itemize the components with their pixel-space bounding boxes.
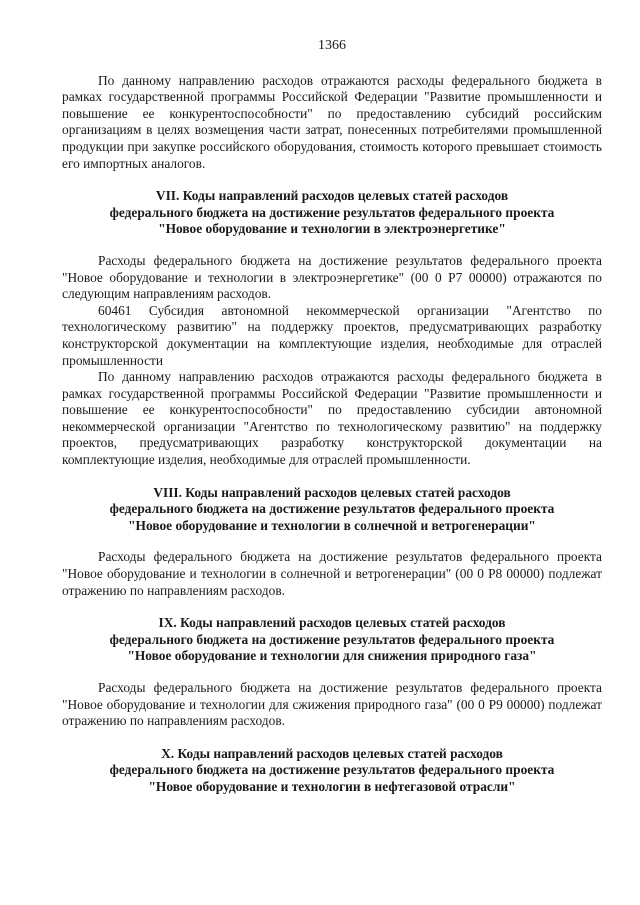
section-heading-line: VII. Коды направлений расходов целевых статей расходов	[155, 188, 509, 204]
section-heading-line: "Новое оборудование и технологии в электроэнергетике"	[158, 221, 506, 237]
section-vii-paragraph-2: По данному направлению расходов отражаются расходы федерального бюджета в рамках государственной программы Российской Федерации "Развитие промышленности и повышение ее конкурентоспособности" по предоставлению субсидии автономной некоммерческой организации "Агентство по технологическому развитию" на поддержку проектов, предусматривающих разработку конструкторской документации на комплектующие изделия, необходимые для отраслей промышленности.	[62, 369, 602, 468]
section-heading-line: федерального бюджета на достижение результатов федерального проекта	[109, 762, 555, 778]
section-heading-line: федерального бюджета на достижение результатов федерального проекта	[109, 204, 555, 220]
section-heading-line: "Новое оборудование и технологии в солнечной и ветрогенерации"	[128, 517, 536, 533]
section-heading-line: X. Коды направлений расходов целевых статей расходов	[161, 745, 503, 761]
section-heading-line: "Новое оборудование и технологии для снижения природного газа"	[127, 648, 537, 664]
section-heading-line: федерального бюджета на достижение результатов федерального проекта	[109, 501, 555, 517]
paragraph-intro: По данному направлению расходов отражаются расходы федерального бюджета в рамках государственной программы Российской Федерации "Развитие промышленности и повышение ее конкурентоспособности" по предоставлению субсидий российским организациям в целях возмещения части затрат, понесенных потребителями промышленной продукции при закупке российского оборудования, стоимость которого превышает стоимость его импортных аналогов.	[62, 72, 602, 171]
document-page	[62, 38, 602, 796]
section-ix-paragraph: Расходы федерального бюджета на достижение результатов федерального проекта "Новое оборудование и технологии для сжижения природного газа" (00 0 P9 00000) подлежат отражению по направлениям расходов.	[62, 680, 602, 729]
page-number: 1366	[318, 38, 346, 53]
section-heading-line: федерального бюджета на достижение результатов федерального проекта	[109, 631, 555, 647]
section-viii-heading	[62, 485, 602, 535]
section-heading-line: IX. Коды направлений расходов целевых статей расходов	[158, 615, 506, 631]
section-heading-line: "Новое оборудование и технологии в нефтегазовой отрасли"	[148, 778, 516, 794]
section-vii-code-60461: 60461 Субсидия автономной некоммерческой организации "Агентство по технологическому развитию" на поддержку проектов, предусматривающих разработку конструкторской документации на комплектующие изделия, необходимые для отраслей промышленности	[62, 302, 602, 368]
section-vii-paragraph-1: Расходы федерального бюджета на достижение результатов федерального проекта "Новое оборудование и технологии в электроэнергетике" (00 0 P7 00000) отражаются по следующим направлениям расходов.	[62, 252, 602, 302]
section-vii-heading	[62, 188, 602, 238]
section-viii-paragraph: Расходы федерального бюджета на достижение результатов федерального проекта "Новое оборудование и технологии в солнечной и ветрогенерации" (00 0 P8 00000) подлежат отражению по направлениям расходов.	[62, 549, 602, 598]
section-x-heading	[62, 746, 602, 796]
section-heading-line: VIII. Коды направлений расходов целевых статей расходов	[153, 484, 511, 500]
section-ix-heading	[62, 615, 602, 665]
